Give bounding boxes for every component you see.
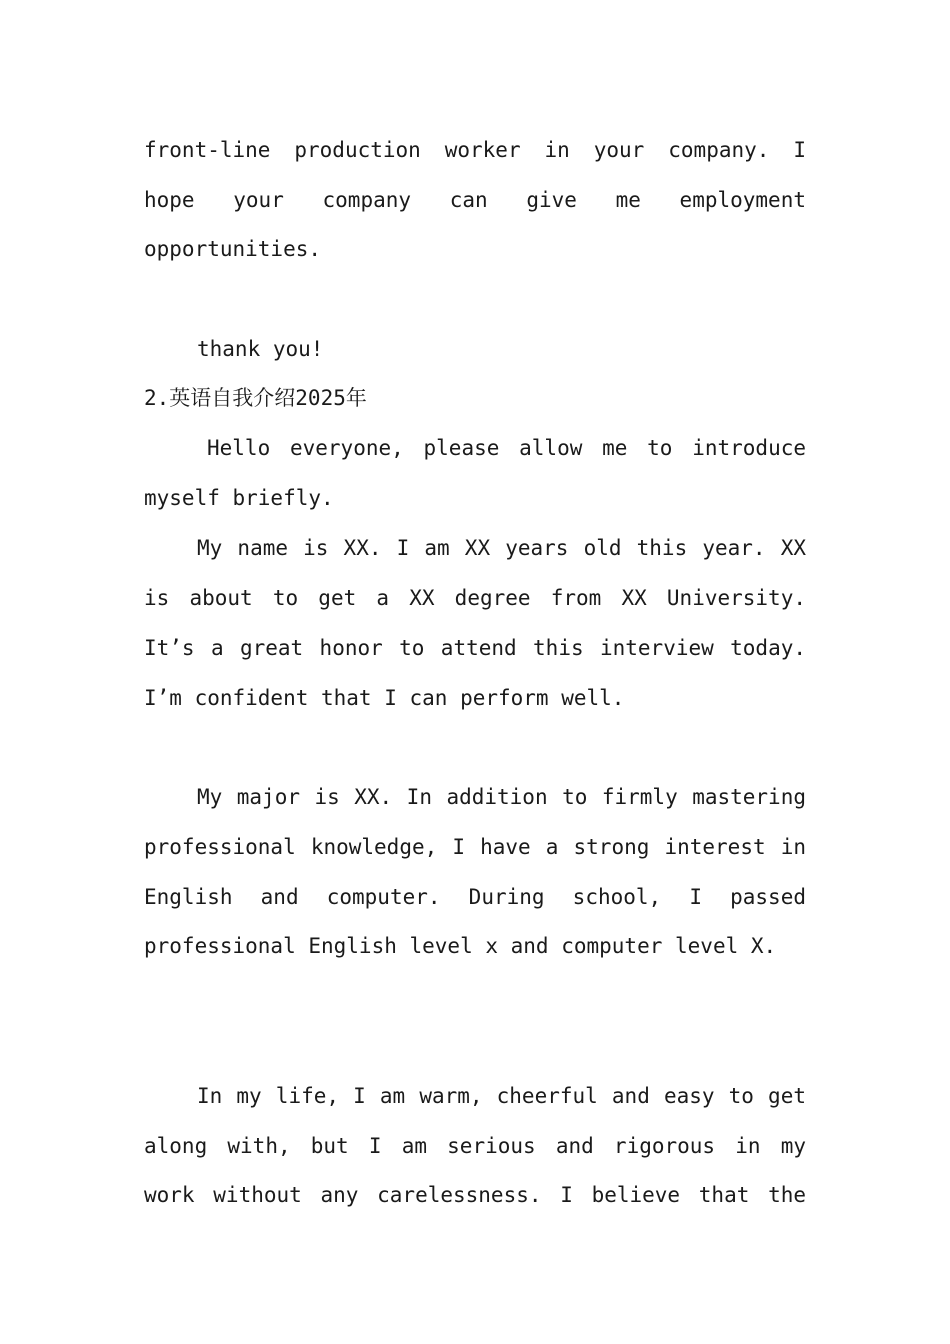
paragraph-line: work without any carelessness. I believe that the — [144, 1183, 806, 1207]
paragraph-line: I’m confident that I can perform well. — [144, 686, 625, 710]
section-heading: 2.英语自我介绍2025年 — [144, 386, 367, 410]
paragraph-line: Hello everyone, please allow me to introduce — [207, 436, 806, 460]
paragraph-line: It’s a great honor to attend this interview today. — [144, 636, 806, 660]
paragraph-line: myself briefly. — [144, 486, 334, 510]
paragraph-line: opportunities. — [144, 237, 322, 261]
paragraph-line: English and computer. During school, I passed — [144, 885, 806, 909]
paragraph-line: front-line production worker in your company. I — [144, 138, 806, 162]
paragraph-line: professional knowledge, I have a strong interest in — [144, 835, 806, 859]
paragraph-line: My major is XX. In addition to firmly mastering — [197, 785, 806, 809]
closing-line: thank you! — [197, 337, 324, 361]
paragraph-line: is about to get a XX degree from XX University. — [144, 586, 806, 610]
paragraph-line: professional English level x and computer level X. — [144, 934, 777, 958]
paragraph-line: along with, but I am serious and rigorous in my — [144, 1134, 806, 1158]
paragraph-line: hope your company can give me employment — [144, 188, 806, 212]
paragraph-line: In my life, I am warm, cheerful and easy to get — [197, 1084, 806, 1108]
paragraph-line: My name is XX. I am XX years old this year. XX — [197, 536, 806, 560]
